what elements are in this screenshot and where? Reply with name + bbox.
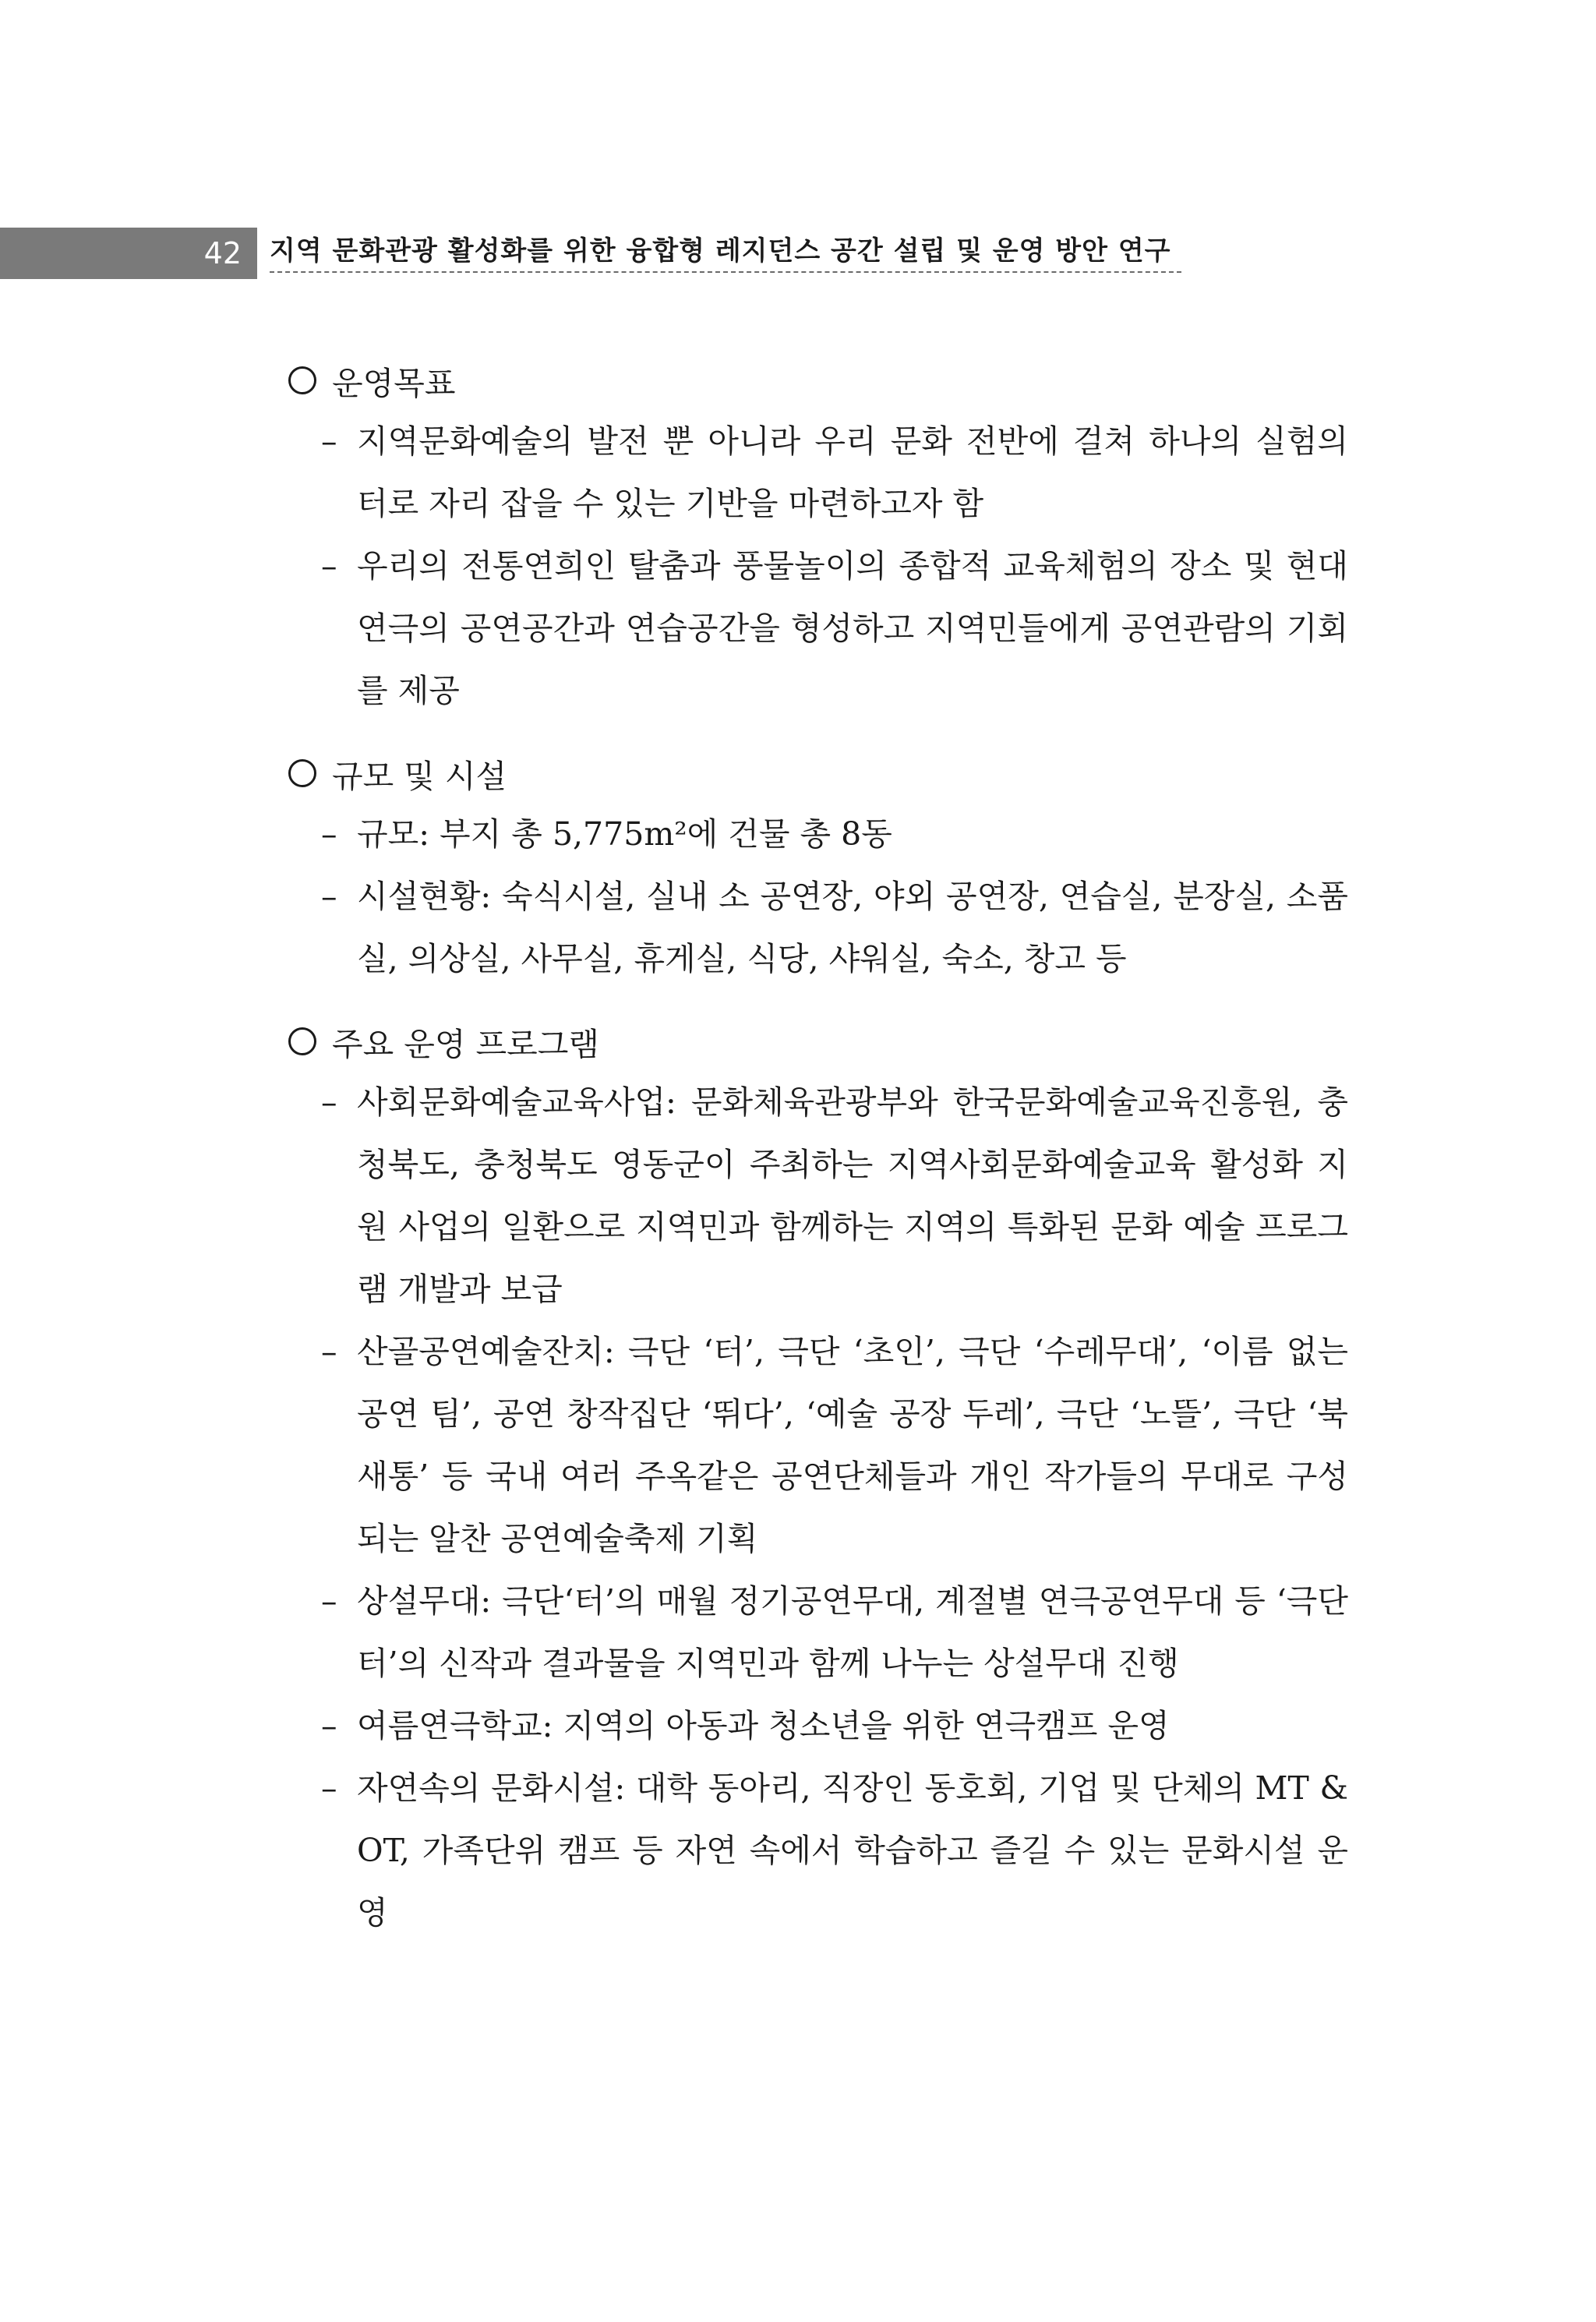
dash-bullet: – [321,422,337,460]
list-item [288,410,1348,535]
list-item-text: 자연속의 문화시설: 대학 동아리, 직장인 동호회, 기업 및 단체의 MT & OT, 가족단위 캠프 등 자연 속에서 학습하고 즐길 수 있는 문화시설 운영 [357,1769,1348,1931]
dash-bullet: – [321,547,337,585]
dash-bullet: – [321,1707,337,1744]
section-heading [288,1012,1348,1071]
dash-bullet: – [321,1083,337,1121]
section-heading [288,744,1348,803]
section-scale-facilities [288,744,1348,990]
dash-bullet: – [321,878,337,915]
list-item [288,1071,1348,1320]
running-header-title: 지역 문화관광 활성화를 위한 융합형 레지던스 공간 설립 및 운영 방안 연구 [270,235,1171,267]
page-number: 42 [203,236,242,270]
circle-bullet-icon [288,1027,316,1055]
list-item-text: 상설무대: 극단‘터’의 매월 정기공연무대, 계절별 연극공연무대 등 ‘극단 터’의 신작과 결과물을 지역민과 함께 나누는 상설무대 진행 [357,1582,1348,1682]
list-item [288,1570,1348,1695]
list-item-text: 규모: 부지 총 5,775m²에 건물 총 8동 [357,815,892,853]
body-content [288,351,1348,1966]
list-item [288,1757,1348,1944]
dash-bullet: – [321,1769,337,1807]
list-item [288,535,1348,722]
section-heading-text: 규모 및 시설 [332,757,507,795]
list-item-text: 산골공연예술잔치: 극단 ‘터’, 극단 ‘초인’, 극단 ‘수레무대’, ‘이름 없는 공연 팀’, 공연 창작집단 ‘뛰다’, ‘예술 공장 두레’, 극단 ‘노뜰’, 극단 ‘북새통’ 등 국내 여러 주옥같은 공연단체들과 개인 작가들의 무대로 구성되는 알찬 공연예술축제 기획 [357,1333,1348,1557]
header-divider [270,271,1181,273]
list-item [288,1320,1348,1570]
circle-bullet-icon [288,759,316,787]
list-item-text: 우리의 전통연희인 탈춤과 풍물놀이의 종합적 교육체험의 장소 및 현대 연극의 공연공간과 연습공간을 형성하고 지역민들에게 공연관람의 기회를 제공 [357,547,1348,709]
section-heading-text: 운영목표 [332,364,456,402]
list-item-text: 시설현황: 숙식시설, 실내 소 공연장, 야외 공연장, 연습실, 분장실, 소품실, 의상실, 사무실, 휴게실, 식당, 샤워실, 숙소, 창고 등 [357,878,1348,977]
dash-bullet: – [321,815,337,853]
list-item-text: 여름연극학교: 지역의 아동과 청소년을 위한 연극캠프 운영 [357,1707,1170,1744]
dash-bullet: – [321,1333,337,1370]
section-heading-text: 주요 운영 프로그램 [332,1025,599,1063]
circle-bullet-icon [288,366,316,394]
list-item [288,803,1348,865]
section-operation-goals [288,351,1348,722]
dash-bullet: – [321,1582,337,1620]
list-item [288,865,1348,990]
section-main-programs [288,1012,1348,1944]
list-item [288,1695,1348,1757]
section-heading [288,351,1348,410]
list-item-text: 사회문화예술교육사업: 문화체육관광부와 한국문화예술교육진흥원, 충청북도, 충청북도 영동군이 주최하는 지역사회문화예술교육 활성화 지원 사업의 일환으로 지역민과 함께하는 지역의 특화된 문화 예술 프로그램 개발과 보급 [357,1083,1348,1308]
list-item-text: 지역문화예술의 발전 뿐 아니라 우리 문화 전반에 걸쳐 하나의 실험의 터로 자리 잡을 수 있는 기반을 마련하고자 함 [357,422,1348,522]
